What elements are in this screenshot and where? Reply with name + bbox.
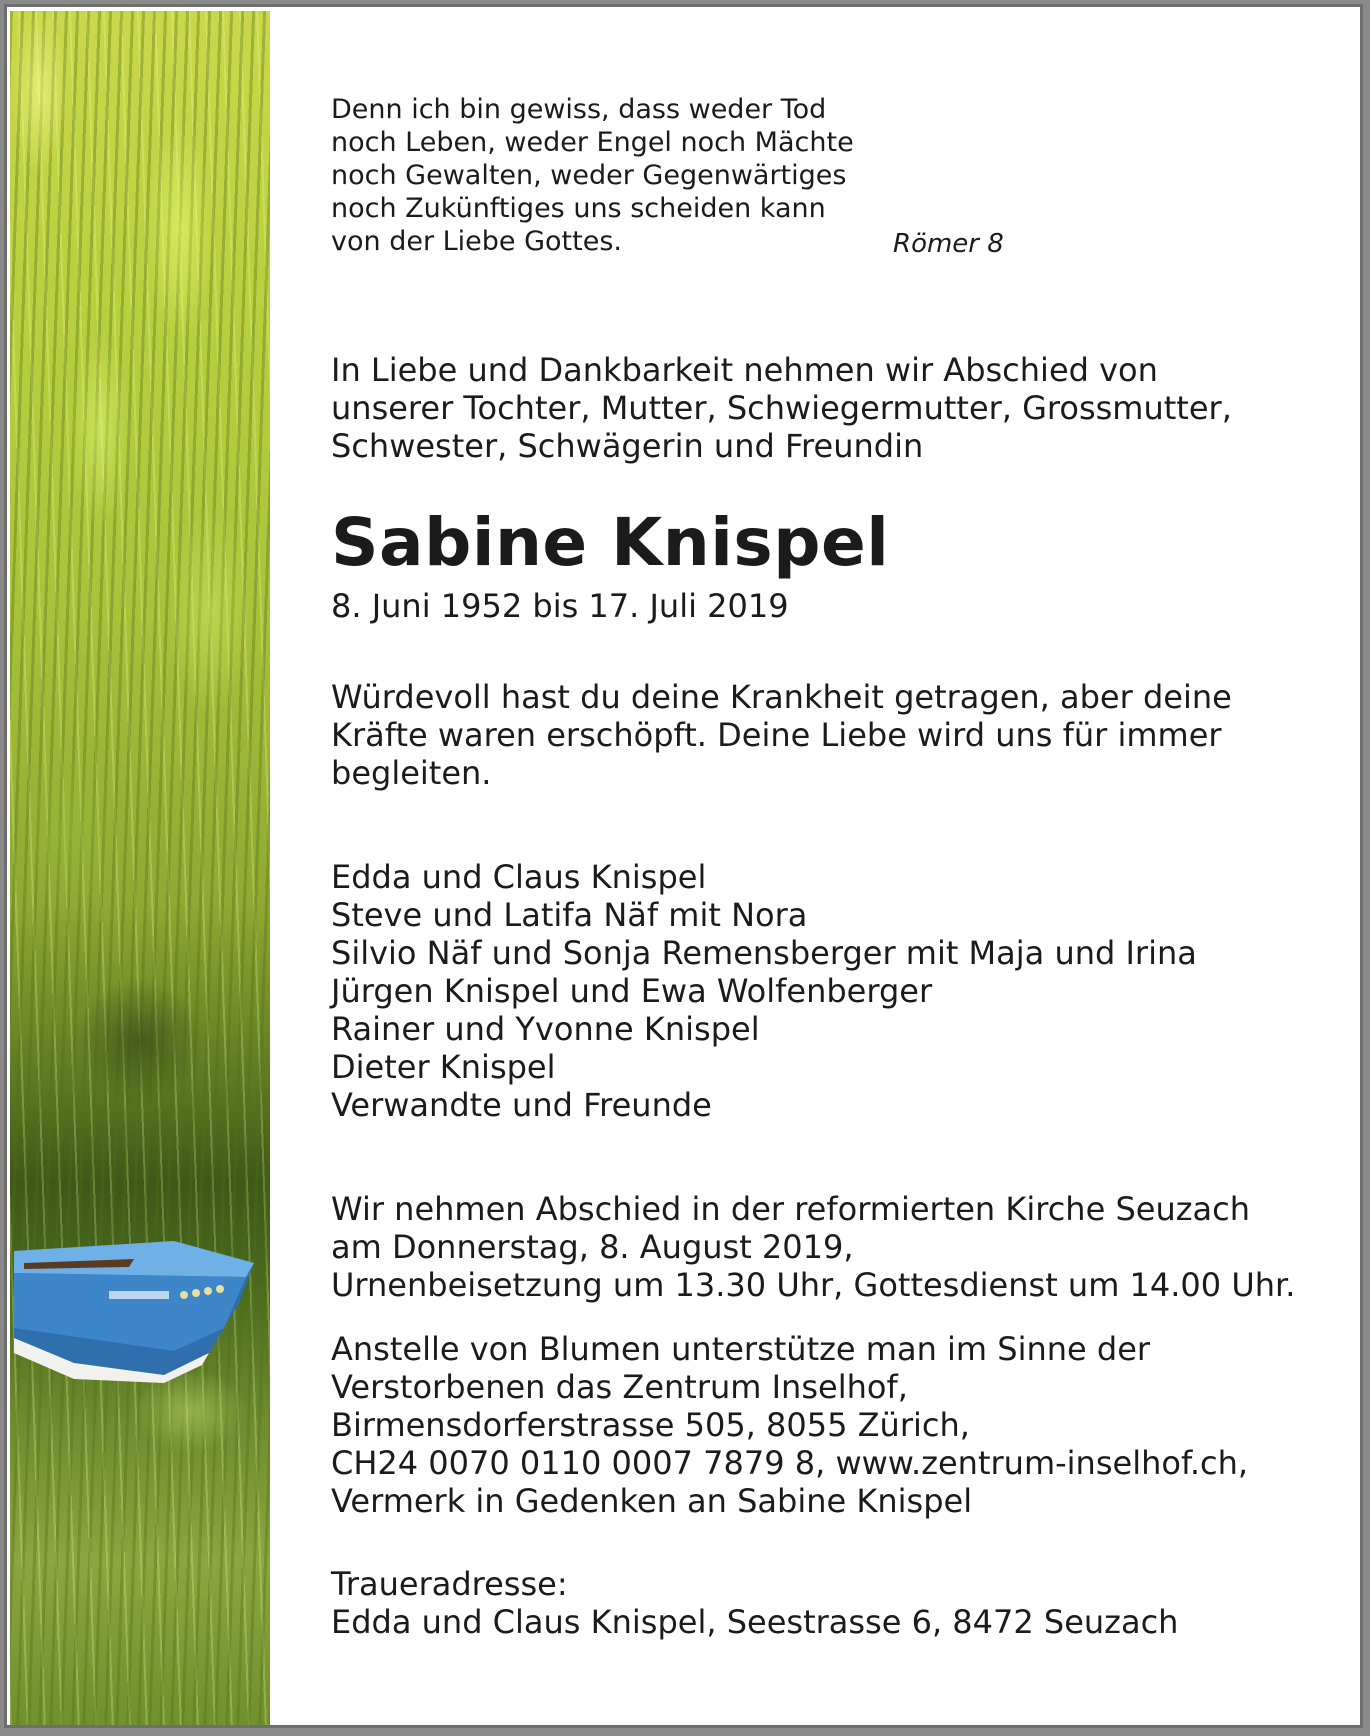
notice-text	[331, 93, 1331, 1641]
obituary-notice	[4, 4, 1363, 1728]
farewell-intro	[331, 351, 1331, 465]
address-label: Traueradresse:	[331, 1565, 568, 1603]
donation-line: Vermerk in Gedenken an Sabine Knispel	[331, 1482, 973, 1520]
donation-line: Anstelle von Blumen unterstütze man im Sinne der	[331, 1330, 1151, 1368]
service-line: Urnenbeisetzung um 13.30 Uhr, Gottesdienst um 14.00 Uhr.	[331, 1266, 1296, 1304]
mourner-entry: Verwandte und Freunde	[331, 1086, 712, 1124]
mourner-entry: Rainer und Yvonne Knispel	[331, 1010, 760, 1048]
mourner-entry: Silvio Näf und Sonja Remensberger mit Maja und Irina	[331, 934, 1197, 972]
mourner-entry: Dieter Knispel	[331, 1048, 556, 1086]
donation-line: Birmensdorferstrasse 505, 8055 Zürich,	[331, 1406, 970, 1444]
verse-line: noch Leben, weder Engel noch Mächte	[331, 127, 854, 158]
mourner-entry: Edda und Claus Knispel	[331, 858, 707, 896]
mourner-entry: Steve und Latifa Näf mit Nora	[331, 896, 808, 934]
farewell-message	[331, 678, 1331, 792]
rowing-boat-graphic	[14, 1233, 262, 1383]
life-dates: 8. Juni 1952 bis 17. Juli 2019	[331, 587, 789, 625]
deceased-name: Sabine Knispel	[331, 504, 890, 581]
intro-line: unserer Tochter, Mutter, Schwiegermutter, Grossmutter,	[331, 389, 1232, 427]
service-details	[331, 1190, 1331, 1304]
donation-line: CH24 0070 0110 0007 7879 8, www.zentrum-inselhof.ch,	[331, 1444, 1249, 1482]
willow-tree-photo	[10, 11, 270, 1728]
message-line: begleiten.	[331, 754, 492, 792]
message-line: Würdevoll hast du deine Krankheit getragen, aber deine	[331, 678, 1232, 716]
verse-line: Denn ich bin gewiss, dass weder Tod	[331, 94, 827, 125]
service-line: Wir nehmen Abschied in der reformierten Kirche Seuzach	[331, 1190, 1250, 1228]
address-line: Edda und Claus Knispel, Seestrasse 6, 8472 Seuzach	[331, 1603, 1179, 1641]
mourners-list	[331, 858, 1331, 1124]
bible-verse	[331, 93, 1011, 258]
verse-line: von der Liebe Gottes.	[331, 226, 622, 257]
mourning-address	[331, 1565, 1331, 1641]
donation-info	[331, 1330, 1331, 1520]
verse-line: noch Gewalten, weder Gegenwärtiges	[331, 160, 847, 191]
donation-line: Verstorbenen das Zentrum Inselhof,	[331, 1368, 908, 1406]
message-line: Kräfte waren erschöpft. Deine Liebe wird uns für immer	[331, 716, 1222, 754]
verse-reference: Römer 8	[893, 229, 1004, 259]
service-line: am Donnerstag, 8. August 2019,	[331, 1228, 854, 1266]
intro-line: In Liebe und Dankbarkeit nehmen wir Abschied von	[331, 351, 1158, 389]
verse-line: noch Zukünftiges uns scheiden kann	[331, 193, 826, 224]
intro-line: Schwester, Schwägerin und Freundin	[331, 427, 924, 465]
mourner-entry: Jürgen Knispel und Ewa Wolfenberger	[331, 972, 933, 1010]
